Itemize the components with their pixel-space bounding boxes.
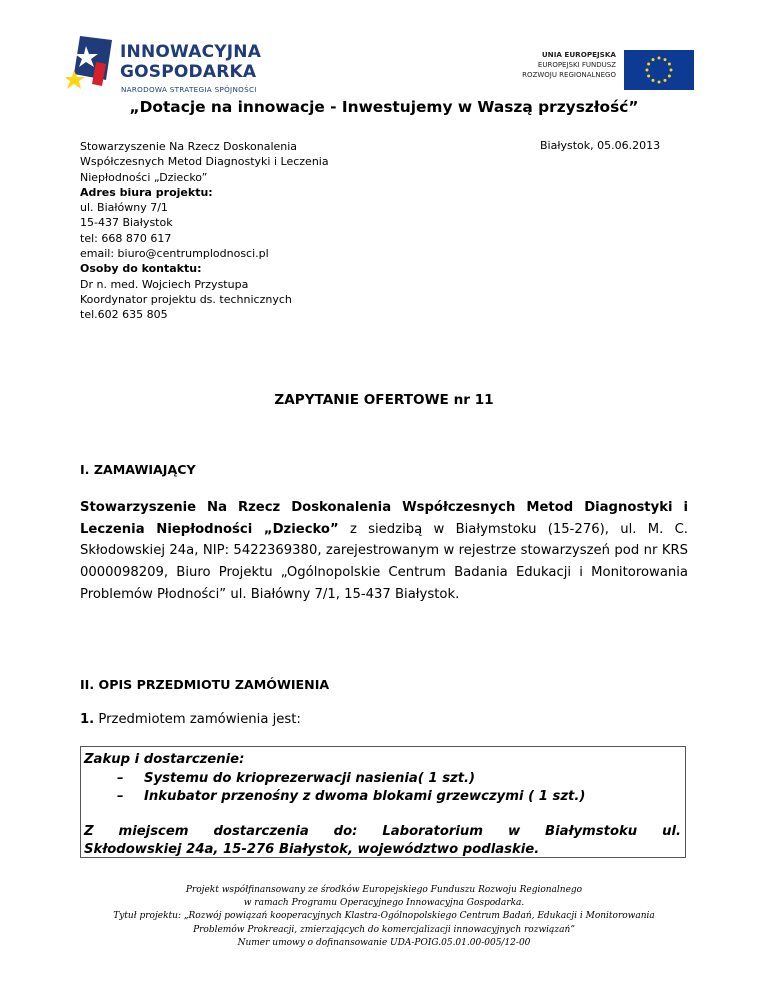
- office-phone: tel: 668 870 617: [80, 231, 172, 245]
- eu-star-icon: [668, 63, 671, 66]
- section-1-paragraph: [80, 497, 688, 606]
- stars-logo-icon: [66, 34, 114, 94]
- eu-star-icon: [647, 63, 650, 66]
- contact-label: Osoby do kontaktu:: [80, 262, 202, 276]
- sender-line: Niepłodności „Dziecko”: [80, 170, 208, 184]
- eu-line-2: EUROPEJSKI FUNDUSZ: [537, 61, 616, 69]
- eu-line-3: ROZWOJU REGIONALNEGO: [522, 71, 616, 79]
- office-line: ul. Białówny 7/1: [80, 201, 168, 215]
- eu-star-icon: [646, 69, 649, 72]
- office-line: 15-437 Białystok: [80, 216, 173, 230]
- eu-line-1: UNIA EUROPEJSKA: [541, 50, 616, 59]
- point-text: Przedmiotem zamówienia jest:: [94, 712, 301, 727]
- office-label: Adres biura projektu:: [80, 185, 213, 199]
- slogan: „Dotacje na innowacje - Inwestujemy w Waszą przyszłość”: [129, 98, 639, 116]
- sender-line: Stowarzyszenie Na Rzecz Doskonalenia: [80, 140, 298, 153]
- eu-logo: [516, 44, 694, 92]
- delivery-line-1: Z miejscem dostarczenia do: Laboratorium w Białymstoku ul.: [84, 824, 681, 839]
- sender-block: [80, 139, 329, 323]
- eu-logo-text: [522, 50, 616, 80]
- section-2-heading: II. OPIS PRZEDMIOTU ZAMÓWIENIA: [80, 677, 330, 692]
- eu-flag-icon: [624, 50, 694, 90]
- eu-star-icon: [668, 75, 671, 78]
- eu-star-icon: [670, 69, 673, 72]
- point-1: [80, 712, 301, 727]
- footer-line: Tytuł projektu: „Rozwój powiązań kooperacyjnych Klastra-Ogólnopolskiego Centrum Badań, Edukacji i Monitorowania: [113, 911, 655, 922]
- sender-line: Współczesnych Metod Diagnostyki i Leczenia: [80, 155, 329, 169]
- eu-star-icon: [647, 75, 650, 78]
- box-item: Systemu do krioprezerwacji nasienia( 1 szt.): [144, 771, 476, 786]
- footer-line: Numer umowy o dofinansowanie UDA-POIG.05.01.00-005/12-00: [237, 937, 531, 948]
- eu-star-icon: [658, 57, 661, 60]
- point-number: 1.: [80, 712, 95, 727]
- box-item: Inkubator przenośny z dwoma blokami grzewczymi ( 1 szt.): [144, 789, 586, 804]
- eu-star-icon: [658, 81, 661, 84]
- document-date: Białystok, 05.06.2013: [540, 139, 661, 152]
- order-box: [80, 746, 686, 858]
- footer-line: w ramach Programu Operacyjnego Innowacyjna Gospodarka.: [243, 898, 525, 909]
- document-title: ZAPYTANIE OFERTOWE nr 11: [274, 392, 494, 408]
- contact-line: Koordynator projektu ds. technicznych: [80, 292, 292, 306]
- eu-star-icon: [652, 58, 655, 61]
- eu-star-icon: [664, 79, 667, 82]
- logo-line-3: NARODOWA STRATEGIA SPÓJNOŚCI: [121, 85, 257, 94]
- contact-line: Dr n. med. Wojciech Przystupa: [80, 277, 249, 291]
- eu-star-icon: [652, 79, 655, 82]
- box-heading: Zakup i dostarczenie:: [84, 752, 245, 767]
- dash-icon: –: [117, 771, 124, 786]
- innowacyjna-gospodarka-logo: [66, 34, 266, 94]
- orderer-name: Stowarzyszenie Na Rzecz Doskonalenia Współczesnych Metod Diagnostyki i Leczenia Niepłodności „Dziecko”: [80, 500, 688, 537]
- dash-icon: –: [117, 789, 124, 804]
- section-1-heading: I. ZAMAWIAJĄCY: [80, 462, 196, 477]
- contact-phone: tel.602 635 805: [80, 308, 168, 322]
- footer-line: Projekt współfinansowany ze środków Europejskiego Funduszu Rozwoju Regionalnego: [185, 885, 583, 895]
- eu-star-icon: [664, 58, 667, 61]
- delivery-line-2: Skłodowskiej 24a, 15-276 Białystok, województwo podlaskie.: [84, 842, 540, 857]
- orderer-details: z siedzibą w Białymstoku (15-276), ul. M. C. Skłodowskiej 24a, NIP: 5422369380, zarejestrowanym w rejestrze stowarzyszeń pod nr KRS 0000098209, Biuro Projektu „Ogólnopolskie Centrum Badania Edukacji i Monitorowania Problemów Płodności” ul. Białówny 7/1, 15-437 Białystok.: [80, 521, 688, 602]
- footer-line: Problemów Prokreacji, zmierzających do komercjalizacji innowacyjnych rozwiązań”: [193, 924, 575, 935]
- logo-line-2: GOSPODARKA: [120, 62, 257, 82]
- footer: [0, 884, 768, 950]
- office-email: email: biuro@centrumplodnosci.pl: [80, 247, 269, 261]
- logo-line-1: INNOWACYJNA: [120, 42, 262, 62]
